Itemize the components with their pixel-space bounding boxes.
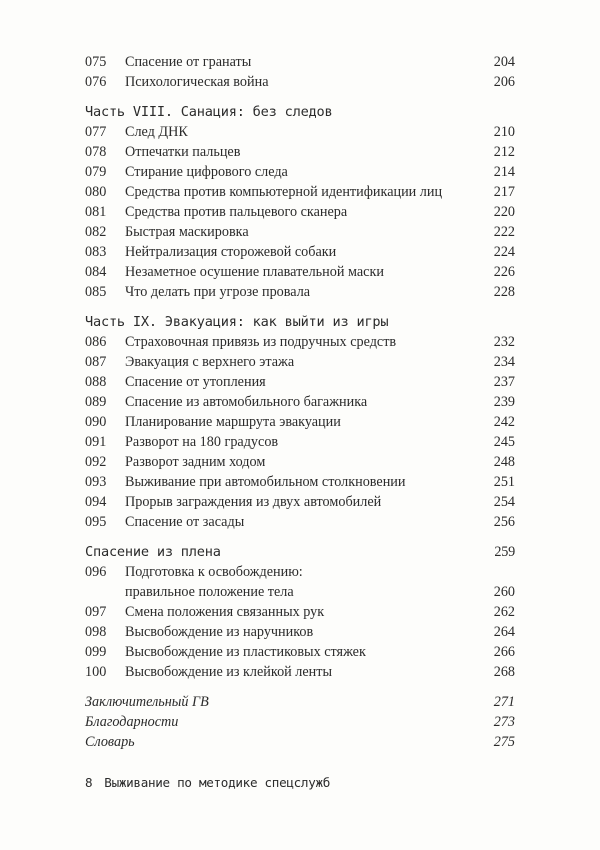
entry-page: 206 <box>493 74 515 90</box>
toc-entry <box>85 472 515 492</box>
toc-entry <box>85 122 515 142</box>
entry-page: 268 <box>493 664 515 680</box>
entry-number: 093 <box>85 474 107 490</box>
toc-entry <box>85 52 515 72</box>
entry-number: 083 <box>85 244 107 260</box>
entry-page: 262 <box>493 604 515 620</box>
entry-page: 220 <box>493 204 515 220</box>
toc-entry <box>85 452 515 472</box>
back-matter-page: 275 <box>493 734 515 750</box>
toc-entry <box>85 662 515 682</box>
entry-title: Смена положения связанных рук <box>125 604 325 620</box>
entry-title: След ДНК <box>125 124 188 140</box>
entry-title: Что делать при угрозе провала <box>125 284 311 300</box>
toc-entry <box>85 222 515 242</box>
toc-entry <box>85 242 515 262</box>
entry-title: Незаметное осушение плавательной маски <box>125 264 384 280</box>
entry-title: Планирование маршрута эвакуации <box>125 414 341 430</box>
footer-page-number: 8 <box>85 775 93 790</box>
toc-entry <box>85 512 515 532</box>
entry-number: 079 <box>85 164 107 180</box>
entry-title: Стирание цифрового следа <box>125 164 288 180</box>
entry-number: 084 <box>85 264 107 280</box>
entry-number: 092 <box>85 454 107 470</box>
toc-entry <box>85 282 515 302</box>
toc-entry <box>85 412 515 432</box>
entry-number: 098 <box>85 624 107 640</box>
toc-entry <box>85 182 515 202</box>
entry-number: 087 <box>85 354 107 370</box>
entry-page: 242 <box>493 414 515 430</box>
toc-entry <box>85 142 515 162</box>
entry-page: 256 <box>493 514 515 530</box>
entry-title: Выживание при автомобильном столкновении <box>125 474 406 490</box>
entry-number: 081 <box>85 204 107 220</box>
page-footer <box>85 775 330 790</box>
entry-page: 226 <box>493 264 515 280</box>
table-of-contents <box>85 52 515 752</box>
entry-title: Средства против пальцевого сканера <box>125 204 348 220</box>
footer-book-title: Выживание по методике спецслужб <box>104 775 331 790</box>
entry-number: 095 <box>85 514 107 530</box>
captivity-heading-page: 259 <box>494 544 515 560</box>
entry-page: 248 <box>493 454 515 470</box>
part-8-heading <box>85 102 515 122</box>
entry-page: 228 <box>493 284 515 300</box>
toc-entry <box>85 162 515 182</box>
entry-page: 204 <box>493 54 515 70</box>
entry-number: 099 <box>85 644 107 660</box>
toc-entry <box>85 622 515 642</box>
entry-number: 097 <box>85 604 107 620</box>
entry-page: 260 <box>493 584 515 600</box>
toc-entry <box>85 332 515 352</box>
entry-title: Высвобождение из клейкой ленты <box>125 664 333 680</box>
entry-page: 264 <box>493 624 515 640</box>
toc-entry <box>85 352 515 372</box>
entry-page: 210 <box>493 124 515 140</box>
entry-page: 234 <box>493 354 515 370</box>
entry-number: 090 <box>85 414 107 430</box>
entry-number: 080 <box>85 184 107 200</box>
toc-entry <box>85 642 515 662</box>
entry-number: 094 <box>85 494 107 510</box>
entry-number: 076 <box>85 74 107 90</box>
entry-page: 237 <box>493 374 515 390</box>
entry-page: 232 <box>493 334 515 350</box>
entry-title: Эвакуация с верхнего этажа <box>125 354 295 370</box>
part-8-heading-title: Часть VIII. Санация: без следов <box>85 104 333 120</box>
part-9-heading <box>85 312 515 332</box>
entry-number: 100 <box>85 664 107 680</box>
part-9-heading-title: Часть IX. Эвакуация: как выйти из игры <box>85 314 389 330</box>
entry-title: Средства против компьютерной идентификации лиц <box>125 184 443 200</box>
entry-title: Психологическая война <box>125 74 269 90</box>
entry-number: 091 <box>85 434 107 450</box>
entry-title: Спасение из автомобильного багажника <box>125 394 368 410</box>
back-matter-entry <box>85 692 515 712</box>
toc-entry <box>85 492 515 512</box>
entry-page: 212 <box>493 144 515 160</box>
entry-number: 086 <box>85 334 107 350</box>
toc-entry <box>85 602 515 622</box>
toc-entry <box>85 372 515 392</box>
entry-title: Нейтрализация сторожевой собаки <box>125 244 337 260</box>
entry-number: 078 <box>85 144 107 160</box>
toc-entry <box>85 432 515 452</box>
entry-page: 214 <box>493 164 515 180</box>
entry-page: 254 <box>493 494 515 510</box>
entry-title: Разворот на 180 градусов <box>125 434 279 450</box>
captivity-heading-title: Спасение из плена <box>85 544 221 560</box>
entry-title: Подготовка к освобождению: правильное положение тела <box>125 564 303 600</box>
entry-number: 075 <box>85 54 107 70</box>
entry-page: 224 <box>493 244 515 260</box>
entry-title: Спасение от гранаты <box>125 54 252 70</box>
entry-number: 089 <box>85 394 107 410</box>
entry-number: 082 <box>85 224 107 240</box>
toc-entry <box>85 72 515 92</box>
entry-page: 266 <box>493 644 515 660</box>
entry-title: Спасение от утопления <box>125 374 266 390</box>
back-matter-title: Благодарности <box>85 714 179 730</box>
captivity-heading <box>85 542 515 562</box>
entry-page: 217 <box>493 184 515 200</box>
back-matter-title: Заключительный ГВ <box>85 694 209 710</box>
entry-title: Высвобождение из пластиковых стяжек <box>125 644 366 660</box>
entry-number: 088 <box>85 374 107 390</box>
back-matter-entry <box>85 732 515 752</box>
toc-entry <box>85 562 515 602</box>
entry-page: 245 <box>493 434 515 450</box>
entry-number: 085 <box>85 284 107 300</box>
entry-title: Отпечатки пальцев <box>125 144 241 160</box>
entry-page: 239 <box>493 394 515 410</box>
toc-entry <box>85 262 515 282</box>
back-matter-entry <box>85 712 515 732</box>
back-matter-title: Словарь <box>85 734 135 750</box>
entry-title: Разворот задним ходом <box>125 454 266 470</box>
entry-title: Высвобождение из наручников <box>125 624 314 640</box>
entry-number: 096 <box>85 564 107 580</box>
entry-title: Страховочная привязь из подручных средств <box>125 334 397 350</box>
back-matter-page: 273 <box>493 714 515 730</box>
toc-entry <box>85 202 515 222</box>
entry-page: 251 <box>493 474 515 490</box>
entry-title: Прорыв заграждения из двух автомобилей <box>125 494 382 510</box>
entry-number: 077 <box>85 124 107 140</box>
entry-title: Спасение от засады <box>125 514 245 530</box>
back-matter-page: 271 <box>493 694 515 710</box>
entry-title: Быстрая маскировка <box>125 224 249 240</box>
entry-page: 222 <box>493 224 515 240</box>
toc-entry <box>85 392 515 412</box>
